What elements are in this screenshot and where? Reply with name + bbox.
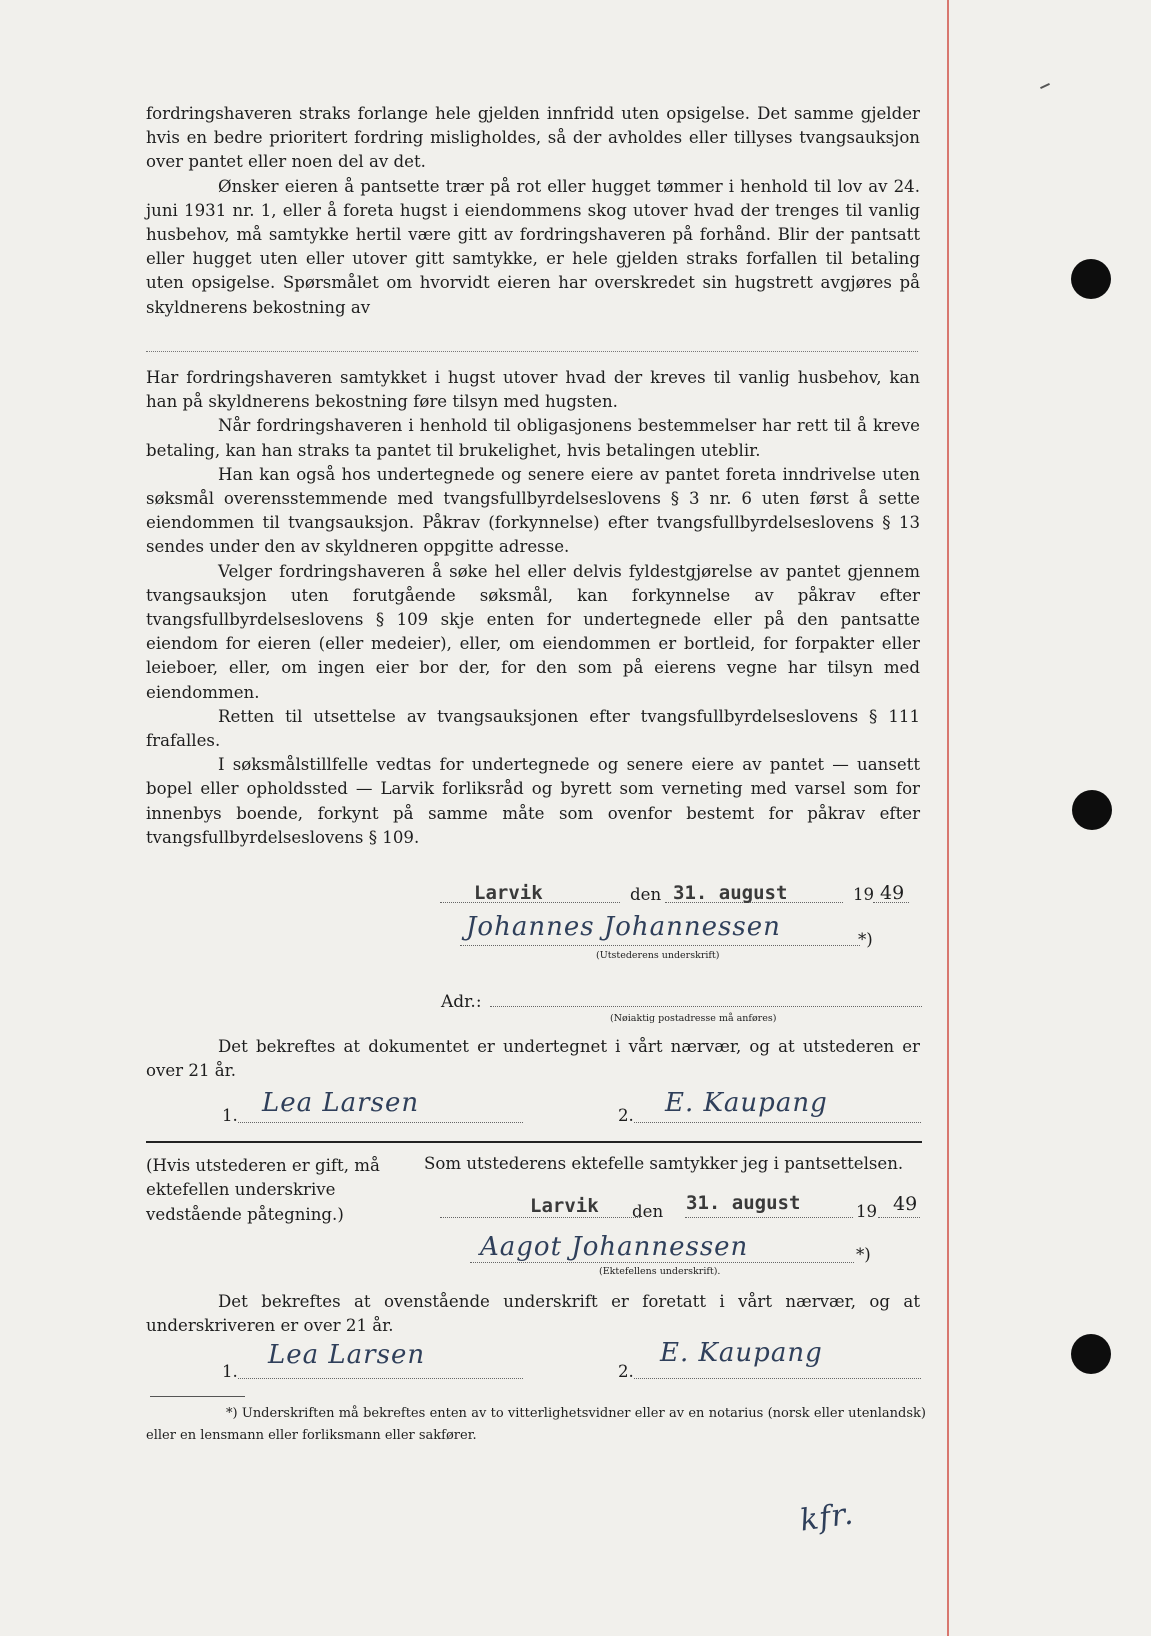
dotted-separator xyxy=(146,351,918,352)
spouse-place: Larvik xyxy=(530,1195,599,1217)
paragraph: Han kan også hos undertegnede og senere eiere av pantet foreta inndrivelse uten søksmål overensstemmende med tvangsfullbyrdelseslovens § 3 nr. 6 uten først å sette eiendommen til tvangsauksjon. Påkrav (forkynnelse) efter tvangsfullbyrdelseslovens § 13 sendes under den av skyldneren oppgitte adresse. xyxy=(146,464,920,557)
footnote: *) Underskriften må bekreftes enten av to vitterlighetsvidner eller av en notarius (norsk eller utenlandsk) eller en lensmann eller forliksmann eller sakfører. xyxy=(146,1406,926,1443)
body-text-block-1 xyxy=(146,102,920,320)
witness-statement-1: Det bekreftes at dokumentet er undertegnet i vårt nærvær, og at utstederen er over 21 år. xyxy=(146,1037,920,1081)
year-prefix: 19 xyxy=(856,1202,878,1221)
issuer-signature: Johannes Johannessen xyxy=(466,912,781,942)
body-text-block-2 xyxy=(146,366,920,850)
section-divider xyxy=(146,1141,922,1143)
witness-1-signature: Lea Larsen xyxy=(262,1088,420,1118)
address-caption: (Nøiaktig postadresse må anføres) xyxy=(610,1013,777,1024)
footnote-rule xyxy=(150,1396,245,1397)
signature-caption: (Ektefellens underskrift). xyxy=(599,1266,721,1277)
witness-2-signature: E. Kaupang xyxy=(665,1088,828,1118)
punch-hole-icon xyxy=(1071,259,1111,299)
spouse-year: 49 xyxy=(893,1193,918,1215)
paragraph: fordringshaveren straks forlange hele gjelden innfridd uten opsigelse. Det samme gjelder hvis en bedre prioritert fordring misligholdes, så der avholdes eller tillyses tvangsauksjon over pantet eller noen del av det. xyxy=(146,104,920,172)
den-label: den xyxy=(630,885,662,904)
witness-1-signature: Lea Larsen xyxy=(268,1340,426,1370)
witness-2-signature: E. Kaupang xyxy=(660,1338,823,1368)
issuer-date: 31. august xyxy=(673,882,788,904)
spouse-signature: Aagot Johannessen xyxy=(480,1232,749,1262)
spouse-note: (Hvis utstederen er gift, må ektefellen underskrive vedstående påtegning.) xyxy=(146,1156,380,1224)
paragraph: Retten til utsettelse av tvangsauksjonen efter tvangsfullbyrdelseslovens § 111 frafalles. xyxy=(146,706,920,751)
issuer-year: 49 xyxy=(880,882,905,904)
initials: kfr. xyxy=(797,1496,857,1539)
witness-statement-2: Det bekreftes at ovenstående underskrift er foretatt i vårt nærvær, og at underskriveren er over 21 år. xyxy=(146,1292,920,1336)
signature-caption: (Utstederens underskrift) xyxy=(596,950,720,961)
witness-1-number: 1. xyxy=(222,1106,238,1125)
paragraph: Når fordringshaveren i henhold til obligasjonens bestemmelser har rett til å kreve betaling, kan han straks ta pantet til brukelighet, hvis betalingen uteblir. xyxy=(146,416,920,460)
paragraph: Velger fordringshaveren å søke hel eller delvis fyldestgjørelse av pantet gjennem tvangsauksjon uten forutgående søksmål, kan forkynnelse av påkrav efter tvangsfullbyrdelseslovens § 109 skje enten for undertegnede eller på den pantsatte eiendom for eieren (eller medeier), eller, om eiendommen er bortleid, for forpakter eller leieboer, eller, om ingen eier bor der, for den som på eierens vegne har tilsyn med eiendommen. xyxy=(146,561,920,702)
issuer-place: Larvik xyxy=(474,882,543,904)
den-label: den xyxy=(632,1202,664,1221)
paragraph: Har fordringshaveren samtykket i hugst utover hvad der kreves til vanlig husbehov, kan han på skyldnerens bekostning føre tilsyn med hugsten. xyxy=(146,368,920,412)
pencil-mark xyxy=(1040,83,1050,89)
year-prefix: 19 xyxy=(853,885,875,904)
paragraph: I søksmålstillfelle vedtas for undertegnede og senere eiere av pantet — uansett bopel eller opholdssted — Larvik forliksråd og byrett som verneting med varsel som for innenbys boende, forkynt på samme måte som ovenfor bestemt for påkrav efter tvangsfullbyrdelseslovens § 109. xyxy=(146,755,920,847)
paragraph: Ønsker eieren å pantsette trær på rot eller hugget tømmer i henhold til lov av 24. juni 1931 nr. 1, eller å foreta hugst i eiendommens skog utover hvad der trenges til vanlig husbehov, må samtykke hertil være gitt av fordringshaveren på forhånd. Blir der pantsatt eller hugget uten eller utover gitt samtykke, er hele gjelden straks forfallen til betaling uten opsigelse. Spørsmålet om hvorvidt eieren har overskredet sin hugstrett avgjøres på skyldnerens bekostning av xyxy=(146,176,920,317)
witness-2-number: 2. xyxy=(618,1106,634,1125)
punch-hole-icon xyxy=(1071,1334,1111,1374)
witness-1-number: 1. xyxy=(222,1362,238,1381)
witness-2-number: 2. xyxy=(618,1362,634,1381)
spouse-consent: Som utstederens ektefelle samtykker jeg i pantsettelsen. xyxy=(424,1154,904,1173)
punch-hole-icon xyxy=(1072,790,1112,830)
spouse-date: 31. august xyxy=(686,1192,801,1214)
star-note: *) xyxy=(858,930,873,949)
address-label: Adr.: xyxy=(441,992,482,1012)
red-margin-line xyxy=(947,0,949,1636)
star-note: *) xyxy=(856,1245,871,1264)
